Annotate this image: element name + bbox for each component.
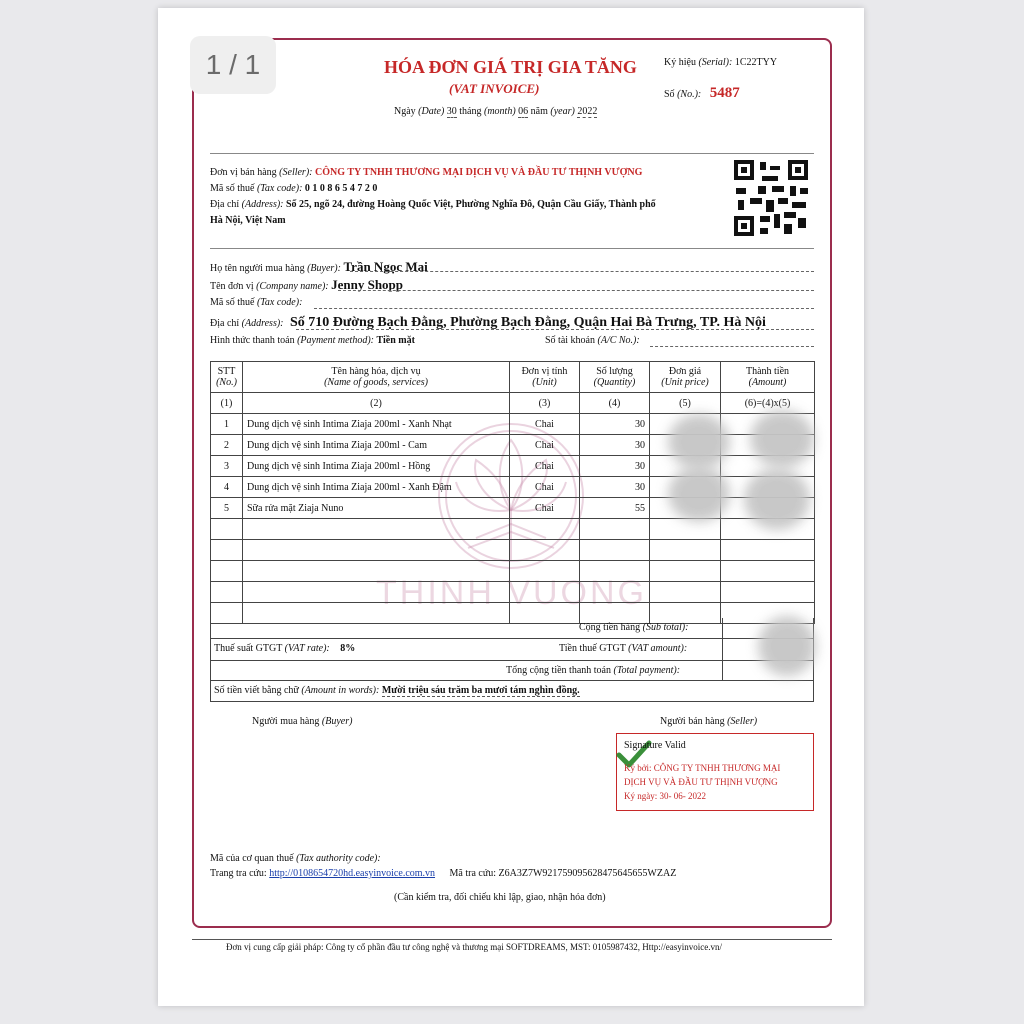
row-qty: 30 <box>580 435 650 456</box>
divider <box>210 153 814 154</box>
row-unit: Chai <box>510 498 580 519</box>
buyer-name-label: Họ tên người mua hàng <box>210 263 305 274</box>
redacted-total <box>758 616 816 676</box>
seller-address-en: (Address): <box>241 199 284 210</box>
lookup-line <box>210 868 676 879</box>
invoice-subtitle: (VAT INVOICE) <box>449 81 540 96</box>
date-year: 2022 <box>577 106 598 117</box>
subtotal-label: Cộng tiền hàng <box>579 622 641 633</box>
signed-by-line1: Ký bởi: CÔNG TY TNHH THƯƠNG MẠI <box>624 763 781 773</box>
vat-rate-label: Thuế suất GTGT <box>214 643 283 654</box>
total-en: (Total payment): <box>613 665 681 676</box>
amount-in-words: Mười triệu sáu trăm ba mươi tám nghìn đồng. <box>381 685 580 696</box>
signature-valid: Signature Valid <box>624 740 686 751</box>
header-cell: Đơn vị tính (Unit) <box>510 362 580 393</box>
qr-code <box>734 160 808 236</box>
seller-address-line2: Hà Nội, Việt Nam <box>210 215 286 226</box>
signed-date: Ký ngày: 30- 06- 2022 <box>624 791 706 801</box>
total-line <box>506 665 680 676</box>
seller-signature-label: Người bán hàng (Seller) <box>660 716 758 727</box>
empty-row <box>211 519 815 540</box>
payment-en: (Payment method): <box>297 335 374 346</box>
row-name: Dung dịch vệ sinh Intima Ziaja 200ml - Cam <box>243 435 510 456</box>
amount-words-line <box>214 685 580 696</box>
buyer-company-label: Tên đơn vị <box>210 281 254 292</box>
subtotal-line <box>579 622 688 633</box>
payment-label: Hình thức thanh toán <box>210 335 295 346</box>
lookup-label: Trang tra cứu: <box>210 868 267 879</box>
col-number: (5) <box>650 393 721 414</box>
row-unit: Chai <box>510 477 580 498</box>
signed-by-line2: DỊCH VỤ VÀ ĐẦU TƯ THỊNH VƯỢNG <box>624 777 778 787</box>
date-year-label: năm <box>530 106 548 117</box>
empty-row <box>211 582 815 603</box>
watermark-text: THINH VUONG <box>376 574 647 612</box>
dotted-line <box>650 346 814 347</box>
seller-name-line <box>210 167 642 178</box>
buyer-tax-en: (Tax code): <box>256 297 303 308</box>
invoice-title: HÓA ĐƠN GIÁ TRỊ GIA TĂNG <box>384 57 637 77</box>
serial-en: (Serial): <box>698 57 733 68</box>
seller-name-en: (Seller): <box>279 167 313 178</box>
empty-row <box>211 561 815 582</box>
number-label: Số <box>664 89 675 100</box>
row-name: Dung dịch vệ sinh Intima Ziaja 200ml - Hồng <box>243 456 510 477</box>
divider <box>210 248 814 249</box>
row-name: Dung dịch vệ sinh Intima Ziaja 200ml - Xanh Nhạt <box>243 414 510 435</box>
words-label: Số tiền viết bằng chữ <box>214 685 299 696</box>
payment-method: Tiền mặt <box>376 335 415 346</box>
page-indicator: 1 / 1 <box>190 36 276 94</box>
empty-row <box>211 540 815 561</box>
seller-tax-en: (Tax code): <box>256 183 303 194</box>
buyer-signature-label: Người mua hàng (Buyer) <box>252 716 353 727</box>
buyer-address: Số 710 Đường Bạch Đằng, Phường Bạch Đằng, Quận Hai Bà Trưng, TP. Hà Nội <box>290 315 766 330</box>
header-cell: Đơn giá (Unit price) <box>650 362 721 393</box>
vat-rate-en: (VAT rate): <box>284 643 330 654</box>
dotted-line <box>350 271 814 272</box>
words-en: (Amount in words): <box>301 685 380 696</box>
row-qty: 30 <box>580 477 650 498</box>
serial-line <box>664 57 777 68</box>
row-qty: 30 <box>580 414 650 435</box>
row-no: 5 <box>211 498 243 519</box>
footer-divider <box>192 939 832 940</box>
dotted-line <box>338 290 814 291</box>
dotted-line <box>296 329 814 330</box>
redacted-price <box>668 466 730 522</box>
number-en: (No.): <box>677 89 702 100</box>
row-no: 3 <box>211 456 243 477</box>
seller-tax-line <box>210 183 377 194</box>
date-month-en: (month) <box>484 106 516 117</box>
col-number: (3) <box>510 393 580 414</box>
buyer-tax-label: Mã số thuế <box>210 297 255 308</box>
seller-tax-label: Mã số thuế <box>210 183 255 194</box>
header-cell: Số lượng (Quantity) <box>580 362 650 393</box>
vat-rate-line <box>214 643 355 654</box>
date-year-en: (year) <box>550 106 575 117</box>
row-unit: Chai <box>510 414 580 435</box>
buyer-company-en: (Company name): <box>256 281 329 292</box>
lookup-code: Z6A3Z7W921759095628475645655WZAZ <box>498 868 677 879</box>
col-number: (4) <box>580 393 650 414</box>
table-header-row <box>211 362 815 393</box>
col-number: (2) <box>243 393 510 414</box>
vat-amount-label: Tiền thuế GTGT <box>559 643 626 654</box>
header-cell: STT (No.) <box>211 362 243 393</box>
col-number: (1) <box>211 393 243 414</box>
total-label: Tổng cộng tiền thanh toán <box>506 665 611 676</box>
invoice-number: 5487 <box>709 85 740 101</box>
row-qty: 30 <box>580 456 650 477</box>
invoice-date <box>394 106 597 117</box>
seller-name: CÔNG TY TNHH THƯƠNG MẠI DỊCH VỤ VÀ ĐẦU TƯ THỊNH VƯỢNG <box>315 167 643 178</box>
row-unit: Chai <box>510 456 580 477</box>
account-en: (A/C No.): <box>597 335 640 346</box>
row-qty: 55 <box>580 498 650 519</box>
date-day: 30 <box>446 106 457 117</box>
serial-label: Ký hiệu <box>664 57 696 68</box>
provider-info: Đơn vị cung cấp giải pháp: Công ty cổ phần đầu tư công nghệ và thương mại SOFTDREAMS, MST: 0105987432, Http://easyinvoice.vn/ <box>226 942 723 952</box>
col-number: (6)=(4)x(5) <box>721 393 815 414</box>
header-cell: Tên hàng hóa, dịch vụ (Name of goods, services) <box>243 362 510 393</box>
redacted-price <box>668 414 730 470</box>
row-no: 1 <box>211 414 243 435</box>
buyer-name-en: (Buyer): <box>307 263 341 274</box>
redacted-amount <box>744 468 810 530</box>
redacted-amount <box>750 410 814 468</box>
header-cell: Thành tiền (Amount) <box>721 362 815 393</box>
row-no: 4 <box>211 477 243 498</box>
vat-amount-en: (VAT amount): <box>628 643 688 654</box>
payment-line <box>210 335 415 346</box>
buyer-name: Trần Ngọc Mai <box>343 259 428 274</box>
serial-value: 1C22TYY <box>734 57 778 68</box>
lookup-link[interactable]: http://0108654720hd.easyinvoice.com.vn <box>269 868 436 879</box>
seller-address-line <box>210 199 656 210</box>
date-month-label: tháng <box>459 106 482 117</box>
buyer-address-label: Địa chỉ <box>210 318 240 329</box>
date-month: 06 <box>518 106 529 117</box>
vat-amount-line <box>559 643 687 654</box>
authority-line: Mã của cơ quan thuế (Tax authority code): <box>210 853 381 864</box>
seller-tax-code: 0 1 0 8 6 5 4 7 2 0 <box>304 183 378 194</box>
vat-rate: 8% <box>340 643 356 654</box>
seller-address-label: Địa chỉ <box>210 199 240 210</box>
buyer-name-line <box>210 259 428 275</box>
seller-address-line1: Số 25, ngõ 24, đường Hoàng Quốc Việt, Phường Nghĩa Đô, Quận Cầu Giấy, Thành phố <box>286 199 656 210</box>
check-note: (Cần kiểm tra, đối chiếu khi lập, giao, nhận hóa đơn) <box>394 892 606 903</box>
buyer-company: Jenny Shopp <box>331 277 404 292</box>
buyer-address-en: (Address): <box>241 318 284 329</box>
row-no: 2 <box>211 435 243 456</box>
seller-name-label: Đơn vị bán hàng <box>210 167 277 178</box>
row-unit: Chai <box>510 435 580 456</box>
account-label: Số tài khoản <box>545 335 595 346</box>
row-name: Sữa rửa mặt Ziaja Nuno <box>243 498 510 519</box>
dotted-line <box>314 308 814 309</box>
date-prefix: Ngày <box>394 106 416 117</box>
number-line <box>664 85 740 102</box>
lookup-code-label: Mã tra cứu: <box>449 868 497 879</box>
subtotal-en: (Sub total): <box>642 622 689 633</box>
date-en: (Date) <box>418 106 445 117</box>
buyer-tax-line <box>210 297 302 308</box>
column-number-row <box>211 393 815 414</box>
account-line <box>545 335 640 346</box>
row-name: Dung dịch vệ sinh Intima Ziaja 200ml - Xanh Đậm <box>243 477 510 498</box>
